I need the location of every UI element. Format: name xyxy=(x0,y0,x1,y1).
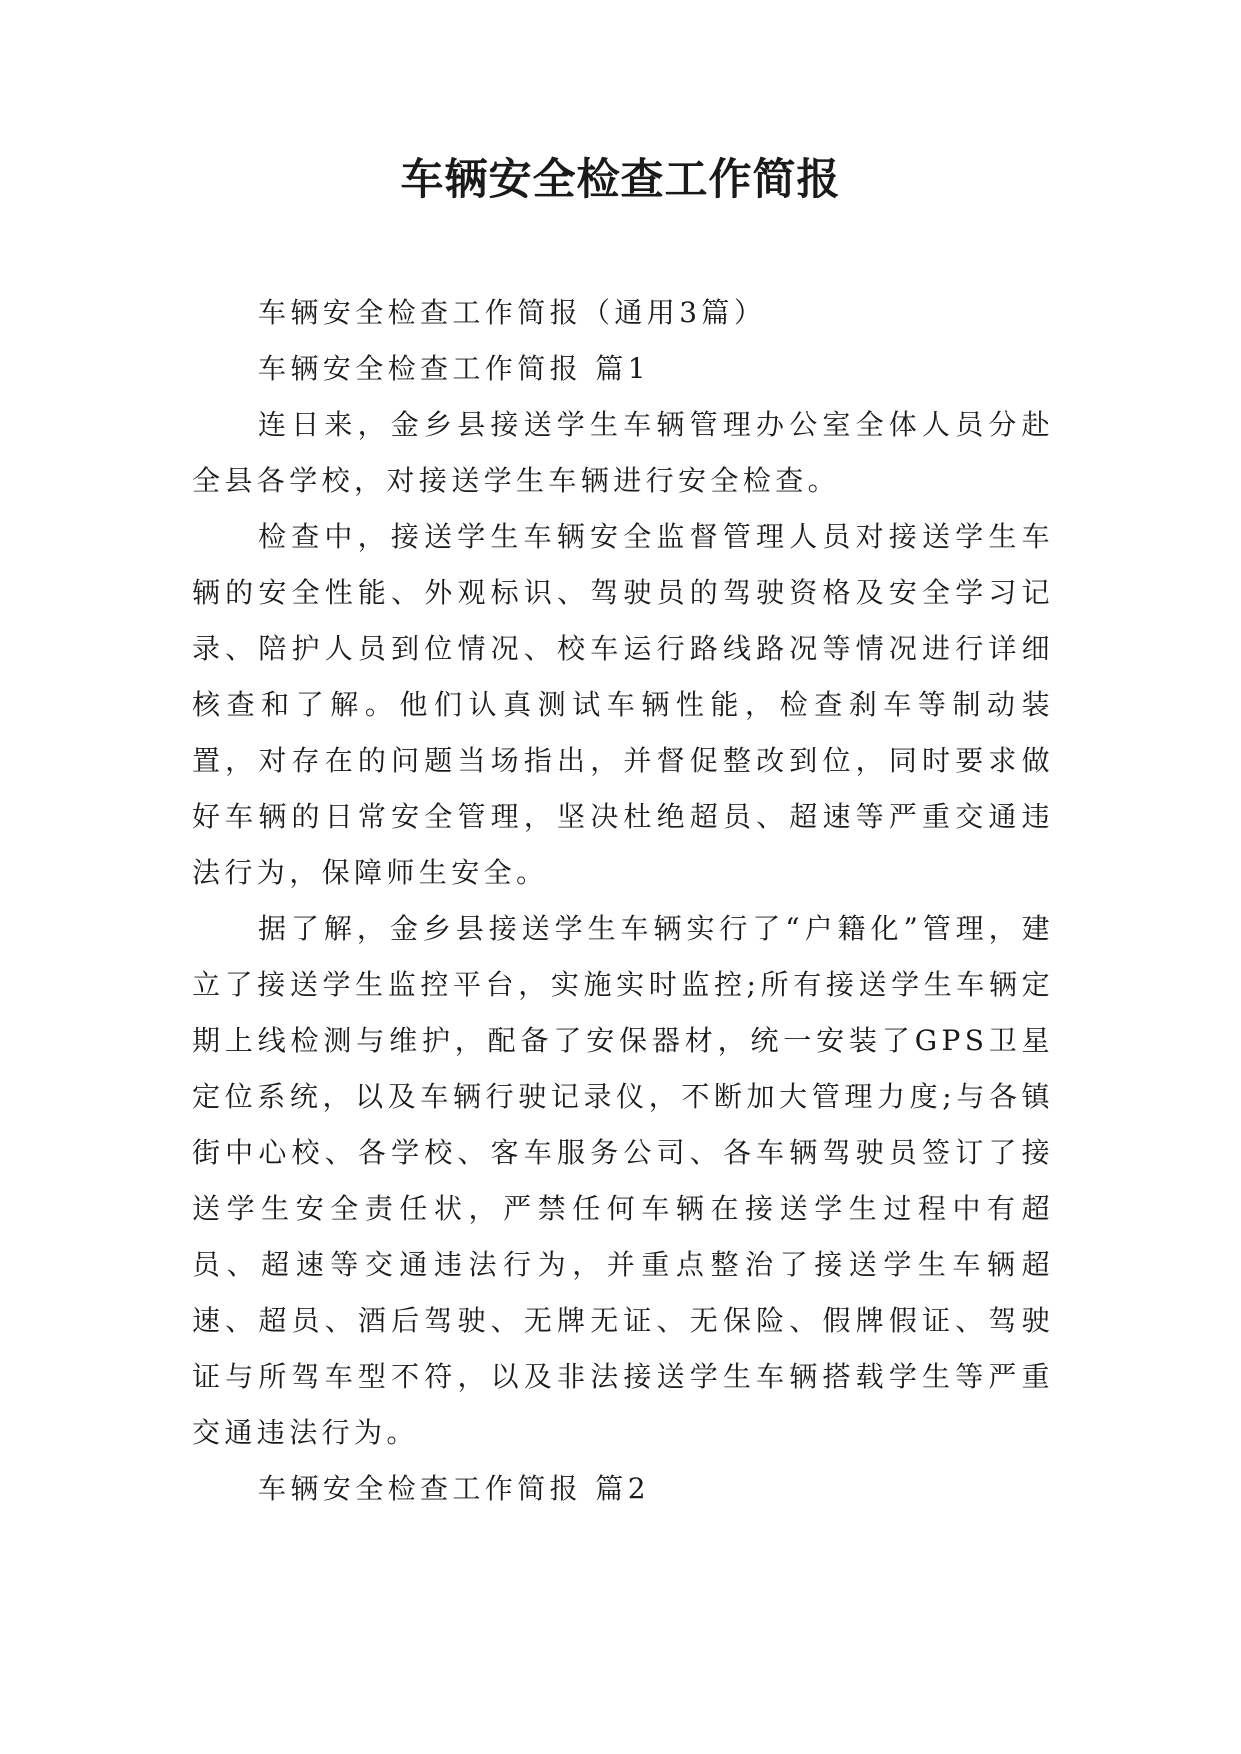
body-paragraph: 连日来，金乡县接送学生车辆管理办公室全体人员分赴全县各学校，对接送学生车辆进行安全检查。 xyxy=(192,408,1054,497)
section-heading-2: 车辆安全检查工作简报 篇2 xyxy=(258,1472,650,1505)
subtitle-paragraph: 车辆安全检查工作简报（通用3篇） xyxy=(258,296,767,329)
section-heading-1: 车辆安全检查工作简报 篇1 xyxy=(258,352,650,385)
document-body xyxy=(192,285,1054,1517)
document-title: 车辆安全检查工作简报 xyxy=(400,155,841,205)
body-paragraph: 据了解，金乡县接送学生车辆实行了“户籍化”管理，建立了接送学生监控平台，实施实时监控;所有接送学生车辆定期上线检测与维护，配备了安保器材，统一安装了GPS卫星定位系统，以及车辆行驶记录仪，不断加大管理力度;与各镇街中心校、各学校、客车服务公司、各车辆驾驶员签订了接送学生安全责任状，严禁任何车辆在接送学生过程中有超员、超速等交通违法行为，并重点整治了接送学生车辆超速、超员、酒后驾驶、无牌无证、无保险、假牌假证、驾驶证与所驾车型不符，以及非法接送学生车辆搭载学生等严重交通违法行为。 xyxy=(192,912,1054,1449)
body-paragraph: 检查中，接送学生车辆安全监督管理人员对接送学生车辆的安全性能、外观标识、驾驶员的驾驶资格及安全学习记录、陪护人员到位情况、校车运行路线路况等情况进行详细核查和了解。他们认真测试车辆性能，检查刹车等制动装置，对存在的问题当场指出，并督促整改到位，同时要求做好车辆的日常安全管理，坚决杜绝超员、超速等严重交通违法行为，保障师生安全。 xyxy=(192,520,1054,889)
